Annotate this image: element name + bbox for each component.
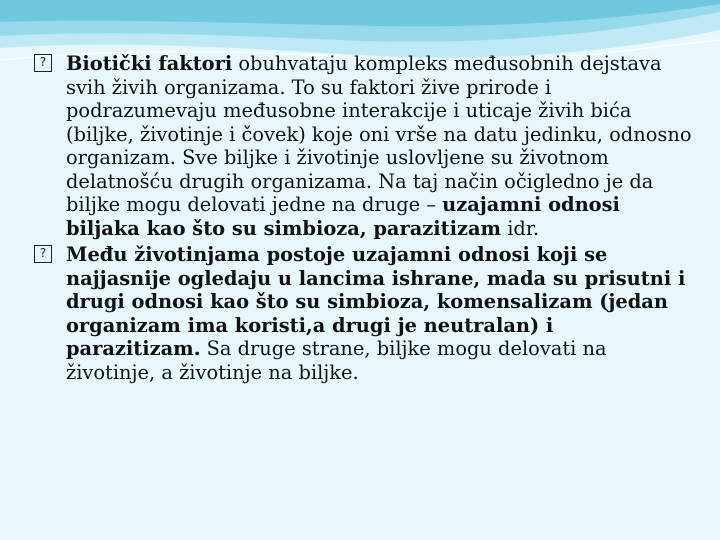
bullet-box-icon: ? [34,245,52,263]
paragraph-animal-relations [34,243,694,384]
text-segment: obuhvataju kompleks međusobnih dejstava svih živih organizama. To su faktori žive prirode i podrazumevaju međusobne interakcije i uticaje živih bića (biljke, životinje i čovek) koje oni vrše na datu jedinku, odnosno organizam. Sve biljke i životinje uslovljene su životnom delatnošću drugih organizama. Na taj način očigledno je da biljke mogu delovati jedne na druge – [66,52,692,216]
term-biotic-factors: Biotički faktori [66,52,233,75]
paragraph-biotic-factors [34,52,694,240]
body-text [34,52,694,387]
text-segment: Sa druge strane, biljke mogu delovati na životinje, a životinje na biljke. [66,337,607,384]
text-animal-relations: Među životinjama postoje uzajamni odnosi koji se najjasnije ogledaju u lancima ishrane, mada su prisutni i drugi odnosi kao što su simbioza, komensalizam (jedan organizam ima koristi,a drugi je neutralan) i parazitizam. [66,243,686,360]
text-segment: idr. [501,216,540,240]
bullet-box-icon: ? [34,54,52,72]
term-mutual-relations: uzajamni odnosi biljaka kao što su simbioza, parazitizam [66,193,620,240]
